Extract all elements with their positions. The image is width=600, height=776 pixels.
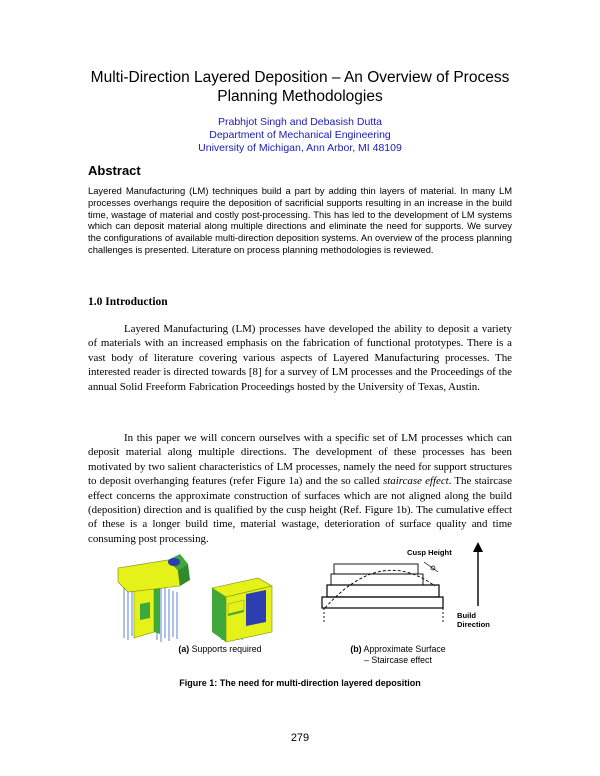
caption-b-text: Approximate Surface [361,644,446,654]
caption-b-line-2: – Staircase effect [364,655,432,665]
caption-a-letter: (a) [178,644,190,654]
part-with-cavity-illustration [212,578,272,642]
intro-paragraph-2 [88,431,512,546]
staircase-effect-diagram [322,548,452,622]
cusp-height-label: Cusp Height [407,548,452,557]
part-with-overhang-illustration [118,554,190,642]
caption-b-line-1 [318,644,478,655]
layer-3 [327,585,439,597]
build-label: Build [457,611,476,620]
author-names: Prabhjot Singh and Debasish Dutta [217,116,383,128]
figure-caption: Figure 1: The need for multi-direction layered deposition [179,678,421,688]
abstract-text: Layered Manufacturing (LM) techniques build a part by adding thin layers of material. In many LM processes overhangs require the deposition of sacrificial supports resulting in an increase in the build time, wastage of material and costly post-processing. This has led to the development of LM systems which can deposit material along multiple directions and eliminate the need for supports. We survey the configurations of available multi-direction deposition systems. An overview of the process planning challenges is presented. Literature on process planning methodologies is reviewed. [88,185,512,255]
abstract-heading: Abstract [88,163,141,178]
author-department: Department of Mechanical Engineering [209,129,391,141]
intro-p2-part-a: In this paper we will concern ourselves with a specific set of LM processes which can deposit material along multiple directions. The development of these processes has been motivated by two salient characteristics of LM processes, namely the need for support structures to deposit overhanging features (refer Figure 1a) and the so called [88,432,512,488]
build-direction-arrow [457,542,490,629]
staircase-effect-term: staircase effect [383,475,449,488]
caption-b-letter: (b) [350,644,362,654]
layer-2 [331,574,423,585]
direction-label: Direction [457,620,490,629]
caption-a-text: Supports required [189,644,262,654]
figure-1 [0,540,600,690]
title-line-1: Multi-Direction Layered Deposition – An Overview of Process [90,69,510,86]
paper-title [80,68,520,106]
intro-p2-part-b: . The staircase effect concerns the approximate construction of surfaces which are not aligned along the build (deposition) direction and is qualified by the cusp height (Ref. Figure 1b). The cumulative effect of these is a longer build time, material wastage, deterioration of surface quality and time consuming post processing. [88,475,512,545]
caption-b [318,644,478,666]
author-university: University of Michigan, Ann Arbor, MI 48109 [198,142,402,154]
ideal-surface-curve [325,570,435,608]
introduction-heading: 1.0 Introduction [88,296,168,308]
layer-4 [322,597,443,608]
page-number: 279 [290,732,310,744]
title-line-2: Planning Methodologies [217,88,383,105]
intro-paragraph-1: Layered Manufacturing (LM) processes have developed the ability to deposit a variety of materials with an increased emphasis on the fabrication of functional prototypes. There is a vast body of literature covering various aspects of Layered Manufacturing processes. The interested reader is directed towards [8] for a survey of LM processes and the Proceedings of the annual Solid Freeform Fabrication Proceedings hosted by the University of Texas, Austin. [88,323,512,393]
author-block [80,116,520,155]
caption-a [150,644,290,655]
